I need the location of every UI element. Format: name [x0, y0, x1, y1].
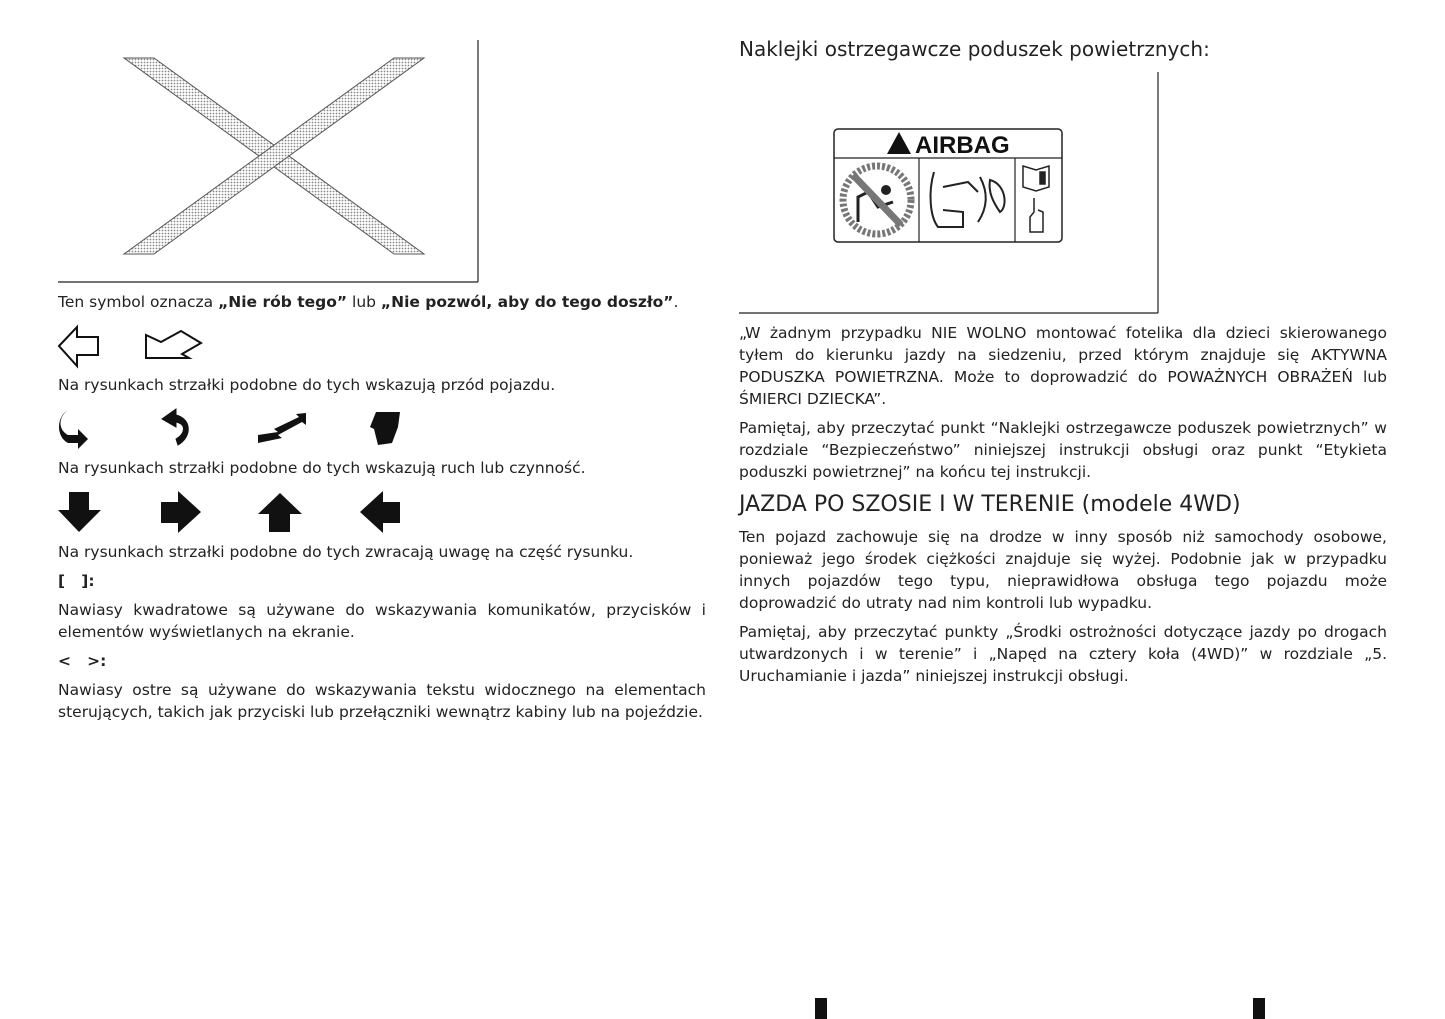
airbag-label-title: AIRBAG	[915, 132, 1010, 159]
curved-arrow-icon	[59, 410, 88, 449]
do-not-symbol-figure	[56, 40, 482, 285]
read-labels-reminder-text: Pamiętaj, aby przeczytać punkt “Naklejki ostrzegawcze poduszek powietrznych” w rozdziale “Bezpieczeństwo” niniejszej instrukcji obsługi oraz punkt “Etykieta poduszki powietrznej” na końcu tej instrukcji.	[739, 419, 1387, 481]
do-not-symbol-text: Ten symbol oznacza „Nie rób tego” lub „Nie pozwól, aby do tego doszło”.	[58, 293, 679, 311]
outline-left-arrow-icon	[59, 327, 98, 366]
angle-brackets-text: Nawiasy ostre są używane do wskazywania tekstu widocznego na elementach sterujących, takich jak przyciski lub przełączniki wewnątrz kabiny lub na pojeździe.	[58, 681, 706, 721]
angle-brackets-label: < >:	[58, 652, 107, 670]
left-arrow-icon	[360, 491, 400, 533]
folding-arrow-icon	[370, 412, 400, 445]
offroad-section-heading: JAZDA PO SZOSIE I W TERENIE (modele 4WD)	[739, 492, 1241, 517]
airbag-labels-heading: Naklejki ostrzegawcze poduszek powietrznych:	[739, 37, 1210, 61]
front-arrows	[56, 322, 216, 372]
airbag-label-figure	[738, 72, 1162, 316]
arrows-front-text: Na rysunkach strzałki podobne do tych wskazują przód pojazdu.	[58, 376, 556, 394]
arrows-attention-text: Na rysunkach strzałki podobne do tych zwracają uwagę na część rysunku.	[58, 543, 634, 561]
outline-perspective-arrow-icon	[146, 331, 201, 358]
page-edge-marker	[1253, 998, 1265, 1019]
right-arrow-icon	[161, 491, 201, 533]
motion-arrows	[56, 405, 416, 455]
attention-arrows	[56, 490, 416, 535]
page-edge-marker	[815, 998, 827, 1019]
down-arrow-icon	[58, 492, 101, 532]
offroad-handling-text: Ten pojazd zachowuje się na drodze w inny sposób niż samochody osobowe, ponieważ jego środek ciężkości znajduje się wyżej. Podobnie jak w przypadku innych pojazdów tego typu, nieprawidłowa obsługa tego pojazdu może doprowadzić do utraty nad nim kontroli lub wypadku.	[739, 528, 1387, 612]
double-diagonal-arrow-icon	[258, 413, 306, 443]
up-arrow-icon	[258, 493, 302, 532]
offroad-reminder-text: Pamiętaj, aby przeczytać punkty „Środki ostrożności dotyczące jazdy po drogach utwardzonych i w terenie” i „Napęd na cztery koła (4WD)” w rozdziale „5. Uruchamianie i jazda” niniejszej instrukcji obsługi.	[739, 623, 1387, 685]
arrows-motion-text: Na rysunkach strzałki podobne do tych wskazują ruch lub czynność.	[58, 459, 586, 477]
square-brackets-label: [ ]:	[58, 572, 95, 590]
return-arrow-icon	[162, 409, 188, 445]
square-brackets-text: Nawiasy kwadratowe są używane do wskazywania komunikatów, przycisków i elementów wyświetlanych na ekranie.	[58, 601, 706, 641]
child-seat-warning-text: „W żadnym przypadku NIE WOLNO montować fotelika dla dzieci skierowanego tyłem do kierunku jazdy na siedzeniu, przed którym znajduje się AKTYWNA PODUSZKA POWIETRZNA. Może to doprowadzić do POWAŻNYCH OBRAŻEŃ lub ŚMIERCI DZIECKA”.	[739, 324, 1387, 408]
